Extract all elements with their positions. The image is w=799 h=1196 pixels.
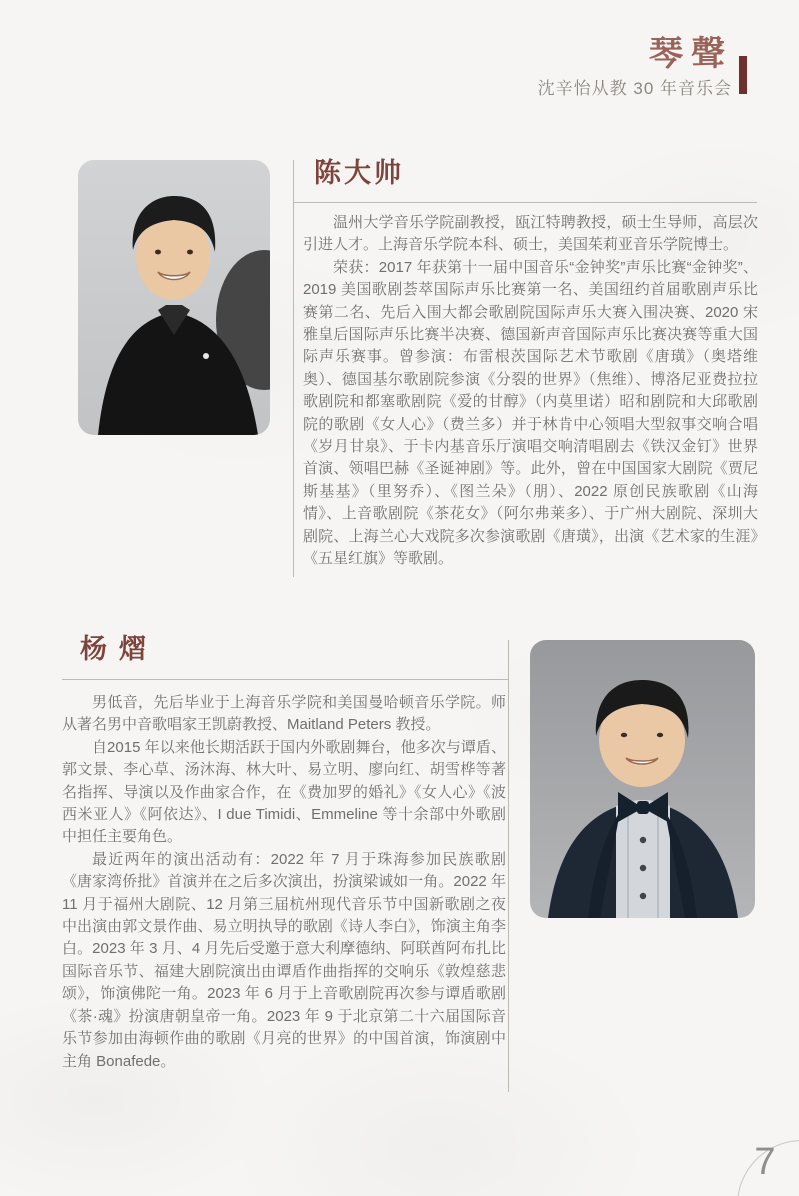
bio-paragraph: 自2015 年以来他长期活跃于国内外歌剧舞台，他多次与谭盾、郭文景、李心草、汤沐海、林大叶、易立明、廖向红、胡雪桦等著名指挥、导演以及作曲家合作，在《费加罗的婚礼》《女人心》《波西米亚人》《阿依达》、I due Timidi、Emmeline 等十余部中外歌剧中担任主要角色。 bbox=[62, 738, 506, 846]
profile-name-chen-dashuai: 陈大帅 bbox=[314, 158, 404, 188]
chen-dashuai-bio bbox=[303, 212, 758, 571]
yang-yi-bio bbox=[62, 692, 506, 1073]
bio-paragraph: 男低音，先后毕业于上海音乐学院和美国曼哈顿音乐学院。师从著名男中音歌唱家王凯蔚教授、Maitland Peters 教授。 bbox=[62, 694, 506, 734]
page-number: 7 bbox=[754, 1141, 776, 1183]
concert-subtitle: 沈辛怡从教 30 年音乐会 bbox=[537, 79, 732, 98]
profile-rule bbox=[62, 679, 508, 680]
bio-paragraph: 荣获：2017 年获第十一届中国音乐“金钟奖”声乐比赛“金钟奖”、2019 美国歌剧荟萃国际声乐比赛第一名、美国纽约首届歌剧声乐比赛第二名、先后入围大都会歌剧院国际声乐大赛入围决赛、2020 宋雅皇后国际声乐比赛半决赛、德国新声音国际声乐比赛决赛等重大国际声乐赛事。曾参演：布雷根茨国际艺术节歌剧《唐璜》（奥塔维奥）、德国基尔歌剧院参演《分裂的世界》（焦维）、博洛尼亚费拉拉歌剧院和都塞歌剧院《爱的甘醇》（内莫里诺）昭和剧院和大邱歌剧院的歌剧《女人心》（费兰多）并于林肯中心领唱大型叙事交响合唱《岁月甘泉》、于卡内基音乐厅演唱交响清唱剧去《铁汉金钉》世界首演、领唱巴赫《圣诞神剧》等。此外，曾在中国国家大剧院《贾尼斯基基》（里努乔）、《图兰朵》（朋）、2022 原创民族歌剧《山海情》、上音歌剧院《茶花女》（阿尔弗莱多）、于广州大剧院、深圳大剧院、上海兰心大戏院多次参演歌剧《唐璜》，出演《艺术家的生涯》《五星红旗》等歌剧。 bbox=[303, 258, 758, 568]
profile-name-yang-yi: 杨熠 bbox=[80, 634, 158, 664]
brand-calligraphy: 琴聲 bbox=[649, 36, 733, 73]
profile-rule bbox=[293, 202, 757, 203]
header-accent-bar bbox=[739, 56, 747, 94]
bio-paragraph: 最近两年的演出活动有：2022 年 7 月于珠海参加民族歌剧《唐家湾侨批》首演并在之后多次演出，扮演梁诚如一角。2022 年 11 月于福州大剧院、12 月第三届杭州现代音乐节中国新歌剧之夜中出演由郭文景作曲、易立明执导的歌剧《诗人李白》，饰演主角李白。2023 年 3 月、4 月先后受邀于意大利摩德纳、阿联酋阿布扎比国际音乐节、福建大剧院演出由谭盾作曲指挥的交响乐《敦煌慈悲颂》，饰演佛陀一角。2023 年 6 月于上音歌剧院再次参与谭盾歌剧《茶·魂》扮演唐朝皇帝一角。2023 年 9 于北京第二十六届国际音乐节参加由海顿作曲的歌剧《月亮的世界》的中国首演，饰演剧中主角 Bonafede。 bbox=[62, 850, 506, 1070]
yang-yi-photo bbox=[530, 640, 755, 918]
profile-divider-vertical bbox=[508, 640, 509, 1092]
profile-divider-vertical bbox=[293, 160, 294, 577]
portrait-illustration bbox=[78, 160, 270, 435]
bio-paragraph: 温州大学音乐学院副教授，瓯江特聘教授，硕士生导师，高层次引进人才。上海音乐学院本科、硕士，美国茱莉亚音乐学院博士。 bbox=[303, 214, 758, 254]
chen-dashuai-photo bbox=[78, 160, 270, 435]
portrait-illustration bbox=[530, 640, 755, 918]
